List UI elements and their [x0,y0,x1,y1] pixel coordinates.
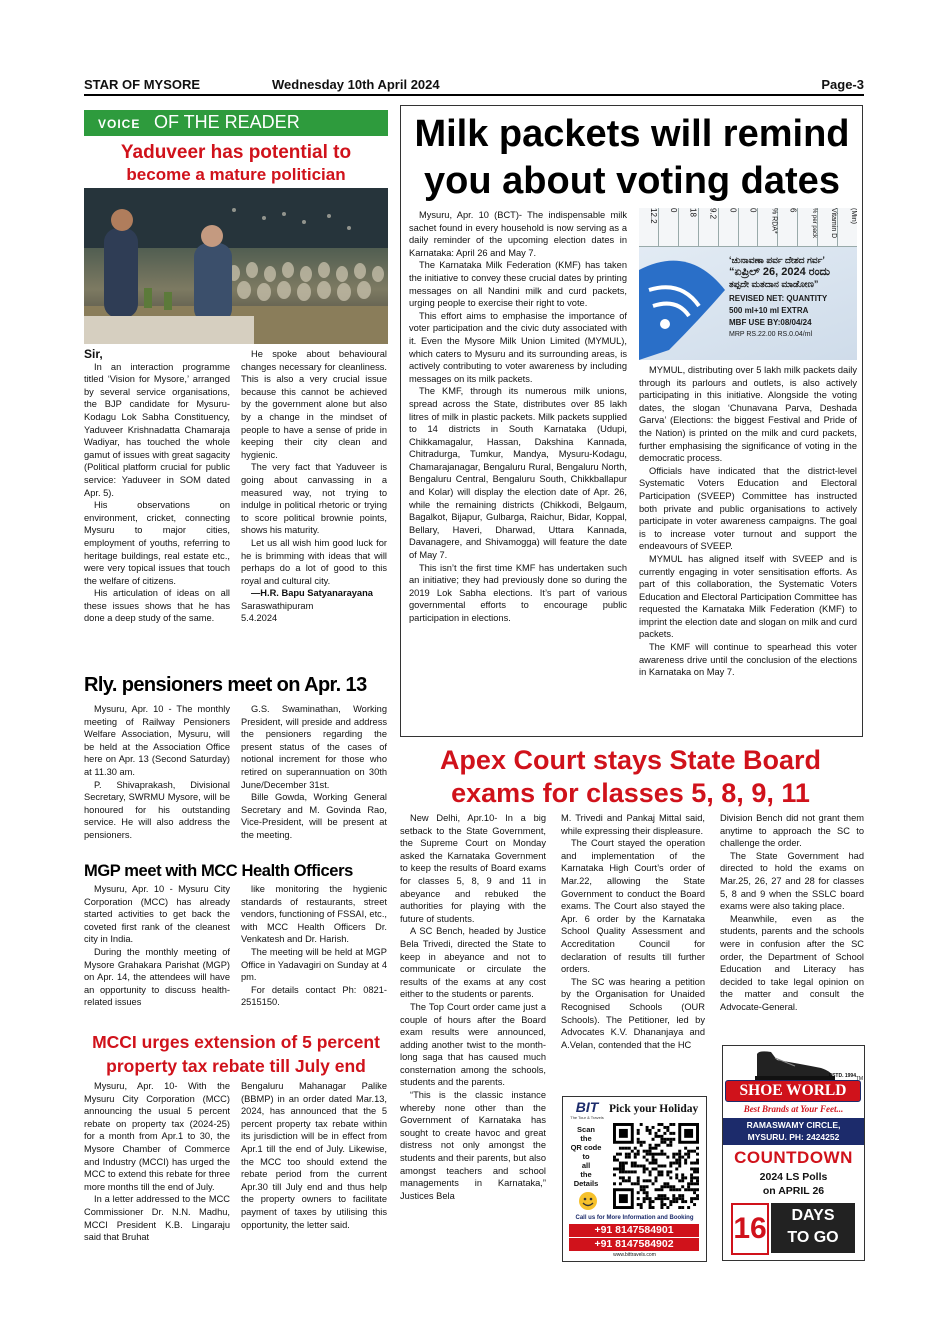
mcci-headline-1: MCCI urges extension of 5 percent [92,1032,380,1052]
voice-para: In an interaction programme titled ‘Vision for Mysore,’ arranged by several service organisations, the BJP candidate for Mysuru-Kodagu Lok Sabha Constituency, Yaduveer Krishnadatta Chamaraja Wadiyar, has touched the whole gamut of issues with great sagacity (Political platform crucial for public service: Yaduveer in SOM dated Apr. 5). [84,361,230,498]
milk-para: Mysuru, Apr. 10 (BCT)- The indispensable milk sachet found in every household is now serving as a daily reminder of the upcoming election dates in Karnataka: April 26 and May 7. [409,210,627,258]
apex-column-3 [720,812,864,1038]
packet-line: ‘ಚುನಾವಣಾ ಪರ್ವ ದೇಶದ ಗರ್ವ’ [729,255,825,265]
voice-salutation: Sir, [84,348,103,361]
voice-column-1 [84,348,230,660]
rly-para: P. Shivaprakash, Divisional Secretary, SWRMU Mysore, will be honoured for his outstanding service. He will also address the pensioners. [84,779,230,840]
voice-signature: —H.R. Bapu Satyanarayana [251,588,373,599]
bit-scan-line: Scan [577,1125,595,1134]
milk-headline-2: you about voting dates [424,160,840,202]
shoe-tagline: Best Brands at Your Feet... [743,1104,844,1114]
apex-para: Meanwhile, even as the students, parents and the schools were in confusion after the SC order, the Department of School Education and Literacy has decided to take legal opinion on the matter and consult the Advocate-General. [720,913,864,1012]
days-label-b: TO GO [787,1229,839,1246]
shoe-tm: TM [855,1076,863,1082]
apex-column-1 [400,812,546,1262]
bit-scan-text [565,1125,607,1188]
packet-table-cell: 12.2 [639,208,659,246]
packet-line: MRP RS.22.00 RS.0.04/ml [729,331,813,338]
packet-table-cell: 0 [739,208,759,246]
voice-column-2 [241,348,387,660]
bit-website[interactable]: www.bittravels.com [613,1252,656,1258]
apex-para: “This is the classic instance whereby none other than the Government of Karnataka has sought to create havoc and great distress not only amongst the students and their parents, but also amongst teachers and school managements in Karnataka,” Justices Bela [400,1090,546,1201]
days-counter [731,1203,857,1253]
mgp-headline: MGP meet with MCC Health Officers [84,862,353,880]
bit-scan-line: the [580,1134,592,1143]
milk-headline-1: Milk packets will remind [414,113,850,155]
polls-line-2: on APRIL 26 [762,1185,825,1197]
qr-code-icon[interactable] [613,1123,699,1209]
packet-table-cell: Vitamin D [818,208,838,246]
packet-table-cell: 6 [778,208,798,246]
shoe-brand: SHOE WORLD [739,1082,847,1099]
rly-para: Bille Gowda, Working General Secretary and M. Govinda Rao, Vice-President, will be present at the meeting. [241,792,387,840]
mgp-para: The meeting will be held at MGP Office in Yadavagiri on Sunday at 4 pm. [241,946,387,983]
rly-headline: Rly. pensioners meet on Apr. 13 [84,674,367,696]
milk-packet-photo [639,208,857,360]
mcci-para: Mysuru, Apr. 10- With the Mysuru City Corporation (MCC) announcing the usual 5 percent rebate on property tax (2024-25) for a month from Apr.1 to 30, the Mysore Chamber of Commerce and Industry (MCCI) has urged the MCC to extend this rebate for three more months till the end of July. [84,1081,230,1192]
rly-para: Mysuru, Apr. 10 - The monthly meeting of Railway Pensioners Welfare Association, Mysuru, will be held at the Association Office here on Apr. 13 (Second Saturday) at 11.30 am. [84,704,230,777]
mcci-headline-2: property tax rebate till July end [106,1056,366,1076]
mgp-para: During the monthly meeting of Mysore Grahakara Parishat (MGP) on Apr. 14, the attendees will have an opportunity to discuss health-related issues [84,946,230,1008]
packet-line: MBF USE BY:08/04/24 [729,318,812,327]
voice-headline-1: Yaduveer has potential to [120,142,352,163]
voice-sig-date: 5.4.2024 [241,613,278,624]
packet-line: “ಏಪ್ರಿಲ್ 26, 2024 ರಂದು [729,266,831,278]
voice-para: His articulation of ideas on all these issues shows that he has done a deep study of the same. [84,588,230,624]
apex-para: The Court stayed the operation and implementation of the Karnataka High Court’s order of Mar.22, allowing the State Government to conduct the Board exams. The Court also stayed the Apr. 6 order by the Karnataka School Quality Assessment and Accreditation Council for declaration of results till further orders. [561,838,705,975]
paper-name: STAR OF MYSORE [84,77,201,92]
bit-call-text: Call us for More Information and Booking [575,1215,694,1221]
apex-para: The State Government had directed to hold the exams on Mar.25, 26, 27 and 28 for classes 5, 8 and 9 when the SSLC board exams were also taking place. [720,850,864,912]
shoe-address-box [723,1118,864,1145]
milk-para: The KMF will continue to spearhead this voter awareness drive until the conclusion of the elections in Karnataka on May 7. [639,642,857,678]
shoe-icon [751,1048,837,1082]
mgp-column-2 [241,883,387,1023]
milk-column-1 [409,209,627,727]
voice-tag-a: VOICE [98,117,141,131]
milk-para: Officials have indicated that the district-level Systematic Voters Education and Electoral Participation (SVEEP) Committee has instructed both private and public organisations to actively participate in voter awareness campaigns. The goal is to increase voter turnout and support the endeavours of SVEEP. [639,465,857,552]
shoe-estd: ESTD. 1994 [828,1073,856,1079]
packet-table-cell: 0 [659,208,679,246]
shoe-world-ad[interactable] [722,1045,865,1261]
bit-scan-line: Details [573,1179,599,1188]
milk-para: This effort aims to emphasise the importance of voter participation and the civic duty associated with it. Even the Mysore Milk Union Limited (MYMUL), which caters to Mysuru and its surrounding areas, is actively contributing to voter awareness by including messages on its milk packets. [409,310,627,384]
days-label-a: DAYS [791,1207,835,1224]
bit-scan-line: the [580,1170,592,1179]
apex-headline-1: Apex Court stays State Board [439,745,822,775]
apex-para: The SC was hearing a petition by the Organisation for Unaided Recognised Schools (OUR Schools). The Petitioner, led by Advocates K.V. Dhananjaya and A.Velan, contended that the HC [561,976,705,1050]
interaction-photo [84,188,388,344]
masthead [84,76,864,96]
mcci-para: In a letter addressed to the MCC Commissioner Dr. N.N. Madhu, MCCI President K.B. Lingaraju said that Bruhat [84,1194,230,1243]
apex-headline-2: exams for classes 5, 8, 9, 11 [451,778,810,808]
mgp-para: like monitoring the hygienic standards of restaurants, street vendors, functioning of FSSAI, etc., with MCC Health Officers Dr. Venkatesh and Dr. Harish. [241,884,387,945]
days-label [771,1203,855,1253]
shoe-address-1: RAMASWAMY CIRCLE, [746,1120,841,1130]
milk-para: The KMF, through its numerous milk unions, spread across the State, distributes over 85 lakh litres of milk in plastic packets. Milk packets supplied to 14 districts in South Karnataka (Udupi, Chikkamagalur, Hassan, Dakshina Kannada, Chitradurga, Tumkur, Mandya, Mysuru-Kodagu, Chamarajanagar, Bengaluru Rural, Bengaluru North, Bengaluru Central, Bengaluru South, Chikkballapur and Kolar) will display the election date of Apr. 26, while the remaining districts (Chikkodi, Belgaum, Bagalkot, Bijapur, Gulbarga, Raichur, Bidar, Koppal, Bellary, Haveri, Dharwad, Uttara Kannada, Davanagere, and Shivamogga) will feature the date of May 7. [409,386,627,561]
mgp-para: For details contact Ph: 0821-2515150. [241,984,387,1008]
countdown-title: COUNTDOWN [734,1148,853,1167]
voice-para: His observations on environment, cricket, connecting Mysuru to major cities, employment of youths, referring to heritage buildings, real estate etc., were very topical issues that touch the welfare of citizens. [84,500,230,586]
packet-logo-icon [639,250,727,360]
packet-table-cell: % per pack [798,208,818,246]
page-number: Page-3 [821,77,864,92]
days-number: 16 [731,1203,769,1255]
bit-scan-line: to [582,1152,590,1161]
bit-logo-sub: The Tour & Travels [570,1115,604,1120]
bit-logo-text: BIT [575,1099,599,1115]
bit-scan-line: all [581,1161,591,1170]
rly-column-1 [84,703,230,855]
apex-para: M. Trivedi and Pankaj Mittal said, while expressing their displeasure. [561,813,705,836]
mgp-para: Mysuru, Apr. 10 - Mysuru City Corporation (MCC) has already started activities to get back the coveted first rank of the cleanest city in India. [84,884,230,945]
smiley-icon [577,1191,599,1211]
rly-column-2 [241,703,387,855]
voice-headline-2: become a mature politician [126,165,346,184]
mcci-para: Bengaluru Mahanagar Palike (BBMP) in an order dated Mar.13, 2024, has announced that the 5 percent property tax rebate within its jurisdiction will be in effect from Apr.1 till the end of July. Likewise, the MCC too should extend the rebate period from the current Apr.30 till July end and thus help the property owners to facilitate payment of taxes by utilising this opportunity, the letter said. [241,1081,387,1230]
packet-nutrition-table [639,208,857,247]
milk-column-2 [639,364,857,730]
mcci-column-1 [84,1080,230,1260]
voice-banner [84,110,388,136]
mcci-column-2 [241,1080,387,1260]
bit-logo [567,1099,607,1120]
packet-table-cell: (Min) [849,208,857,224]
apex-para: The Top Court order came just a couple of hours after the Board exam results were announced, adding another twist to the month-long saga that has caused much consternation among the schools, students and the parents. [400,1001,546,1088]
issue-date: Wednesday 10th April 2024 [272,77,440,92]
rly-para: G.S. Swaminathan, Working President, will preside and address the pensioners regarding the present status of the cases of notional increment for those who retired on superannuation on 30th June/December 31st. [241,704,387,790]
bit-scan-line: QR code [570,1143,602,1152]
packet-table-cell: 18 [679,208,699,246]
packet-line: 500 ml+10 ml EXTRA [729,306,809,315]
bit-title: Pick your Holiday [609,1103,699,1115]
apex-para: New Delhi, Apr.10- In a big setback to the State Government, the Supreme Court on Monday asked the Karnataka Government to keep the results of Board exams for classes 5, 8, 9 and 11 in abeyance and rebuked the authorities for playing with the future of students. [400,813,546,924]
milk-para: MYMUL, distributing over 5 lakh milk packets daily through its parlours and outlets, is also actively participating in this initiative. Alongside the voting dates, the slogan ‘Chunavana Parva, Deshada Garva’ (Elections: the biggest Festival and Pride of the Nation) is printed on the milk and curd packets, further emphasising the significance of voting in the democratic process. [639,365,857,464]
apex-para: Division Bench did not grant them anytime to approach the SC to challenge the order. [720,813,864,849]
apex-column-2 [561,812,705,1090]
voice-para: The very fact that Yaduveer is going about canvassing in a measured way, not trying to indulge in political rhetoric or trying to score political brownie points, shows his maturity. [241,462,387,536]
shoe-brand-plate [725,1080,861,1102]
voice-para: Let us all wish him good luck for he is brimming with ideas that will perhaps do a lot of good to this royal and cultural city. [241,537,387,586]
packet-line: ತಪ್ಪದೇ ಮತದಾನ ಮಾಡೋಣ” [729,279,819,289]
packet-line: REVISED NET: QUANTITY [729,294,828,303]
milk-para: MYMUL has aligned itself with SVEEP and is currently engaging in voter sensitisation efforts. As part of this collaboration, the Systematic Voters Education and Electoral Participation Committee has requested the Karnataka Milk Federation (KMF) to imprint the election date and slogan on milk and curd packets. [639,553,857,640]
voice-sig-place: Saraswathipuram [241,600,314,611]
apex-para: A SC Bench, headed by Justice Bela Trivedi, directed the State to keep in abeyance and not to communicate or circulate the results of the exams at any cost either to the students or parents. [400,926,546,1000]
bit-travels-ad[interactable] [562,1096,707,1262]
packet-table-cell: 9.2 [699,208,719,246]
voice-para: He spoke about behavioural changes necessary for cleanliness. This is also a very crucial issue because this cannot be achieved by the government alone but also by a change in the mindset of people to have a sense of pride in keeping their city clean and hygienic. [241,349,387,460]
bit-phone-2[interactable]: +91 8147584902 [569,1238,699,1251]
bit-phone-1[interactable]: +91 8147584901 [569,1224,699,1237]
milk-para: This isn’t the first time KMF has undertaken such an initiative; they had previously done so during the 2019 Lok Sabha elections. It’s part of various governmental efforts to encourage public participation in elections. [409,562,627,623]
photo-scene [84,188,388,344]
polls-line-1: 2024 LS Polls [759,1171,828,1183]
packet-table-cell: % RDA* [758,208,778,246]
packet-table-cell: 0 [719,208,739,246]
voice-tag-b: OF THE READER [154,112,300,132]
mgp-column-1 [84,883,230,1023]
shoe-address-2: MYSURU. PH: 2424252 [747,1132,840,1142]
milk-para: The Karnataka Milk Federation (KMF) has taken the initiative to convey these crucial dates by printing messages on all Nandini milk and curd packets, urging people to exercise their right to vote. [409,260,627,309]
packet-message [729,254,855,341]
